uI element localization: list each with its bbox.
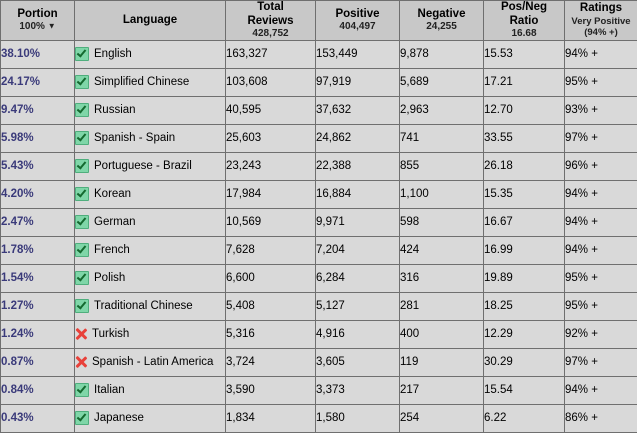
language-label: Japanese bbox=[94, 412, 144, 424]
column-header-ratio-title: Pos/Neg bbox=[484, 1, 564, 15]
cell-language bbox=[75, 180, 226, 208]
cell-pos-neg-ratio: 15.54 bbox=[484, 376, 565, 404]
cell-portion: 5.98% bbox=[1, 124, 75, 152]
checkmark-icon bbox=[75, 215, 89, 229]
cell-pos-neg-ratio: 15.35 bbox=[484, 180, 565, 208]
cell-negative: 424 bbox=[400, 236, 484, 264]
language-label: Turkish bbox=[92, 328, 129, 340]
cell-ratings: 94% + bbox=[565, 180, 637, 208]
cell-negative: 400 bbox=[400, 320, 484, 348]
column-header-positive[interactable] bbox=[316, 1, 400, 41]
column-header-ratio-value: 16.68 bbox=[484, 28, 564, 40]
column-header-total-title: Total bbox=[226, 1, 315, 15]
cell-total-reviews: 7,628 bbox=[226, 236, 316, 264]
cell-total-reviews: 25,603 bbox=[226, 124, 316, 152]
cell-language bbox=[75, 264, 226, 292]
cell-positive: 37,632 bbox=[316, 96, 400, 124]
cell-pos-neg-ratio: 30.29 bbox=[484, 348, 565, 376]
cell-language bbox=[75, 152, 226, 180]
language-label: Russian bbox=[94, 104, 136, 116]
cell-language bbox=[75, 376, 226, 404]
cell-portion: 1.78% bbox=[1, 236, 75, 264]
cell-portion: 0.84% bbox=[1, 376, 75, 404]
cell-positive: 4,916 bbox=[316, 320, 400, 348]
cell-positive: 9,971 bbox=[316, 208, 400, 236]
cell-pos-neg-ratio: 33.55 bbox=[484, 124, 565, 152]
cell-total-reviews: 17,984 bbox=[226, 180, 316, 208]
cell-language bbox=[75, 320, 226, 348]
cell-portion: 9.47% bbox=[1, 96, 75, 124]
column-header-language[interactable] bbox=[75, 1, 226, 41]
language-label: Simplified Chinese bbox=[94, 76, 189, 88]
cell-portion: 5.43% bbox=[1, 152, 75, 180]
language-label: French bbox=[94, 244, 130, 256]
column-header-total-reviews[interactable] bbox=[226, 1, 316, 41]
cell-negative: 9,878 bbox=[400, 40, 484, 68]
cell-negative: 217 bbox=[400, 376, 484, 404]
table-row bbox=[1, 68, 637, 96]
cell-language bbox=[75, 68, 226, 96]
cell-positive: 6,284 bbox=[316, 264, 400, 292]
cell-ratings: 94% + bbox=[565, 208, 637, 236]
cell-ratings: 95% + bbox=[565, 264, 637, 292]
cell-pos-neg-ratio: 15.53 bbox=[484, 40, 565, 68]
cell-ratings: 92% + bbox=[565, 320, 637, 348]
cell-ratings: 97% + bbox=[565, 124, 637, 152]
cell-portion: 1.24% bbox=[1, 320, 75, 348]
checkmark-icon bbox=[75, 75, 89, 89]
cell-positive: 3,373 bbox=[316, 376, 400, 404]
cell-ratings: 94% + bbox=[565, 376, 637, 404]
cell-positive: 24,862 bbox=[316, 124, 400, 152]
column-header-positive-title: Positive bbox=[316, 8, 399, 22]
cell-pos-neg-ratio: 26.18 bbox=[484, 152, 565, 180]
table-row bbox=[1, 292, 637, 320]
checkmark-icon bbox=[75, 411, 89, 425]
cell-negative: 855 bbox=[400, 152, 484, 180]
cell-ratings: 94% + bbox=[565, 236, 637, 264]
language-label: Spanish - Spain bbox=[94, 132, 175, 144]
table-header bbox=[1, 1, 637, 41]
cell-negative: 281 bbox=[400, 292, 484, 320]
cell-total-reviews: 3,724 bbox=[226, 348, 316, 376]
cell-positive: 97,919 bbox=[316, 68, 400, 96]
checkmark-icon bbox=[75, 187, 89, 201]
cell-total-reviews: 5,408 bbox=[226, 292, 316, 320]
table-row bbox=[1, 320, 637, 348]
language-label: Korean bbox=[94, 188, 131, 200]
language-label: Traditional Chinese bbox=[94, 300, 193, 312]
cell-total-reviews: 163,327 bbox=[226, 40, 316, 68]
checkmark-icon bbox=[75, 383, 89, 397]
language-label: Spanish - Latin America bbox=[92, 356, 213, 368]
cell-pos-neg-ratio: 16.99 bbox=[484, 236, 565, 264]
cell-language bbox=[75, 348, 226, 376]
language-label: Polish bbox=[94, 272, 125, 284]
cell-portion: 24.17% bbox=[1, 68, 75, 96]
cell-total-reviews: 6,600 bbox=[226, 264, 316, 292]
cell-positive: 153,449 bbox=[316, 40, 400, 68]
column-header-negative[interactable] bbox=[400, 1, 484, 41]
cell-ratings: 94% + bbox=[565, 40, 637, 68]
cell-ratings: 97% + bbox=[565, 348, 637, 376]
language-label: Portuguese - Brazil bbox=[94, 160, 192, 172]
checkmark-icon bbox=[75, 299, 89, 313]
column-header-total-value: 428,752 bbox=[226, 28, 315, 40]
cell-total-reviews: 103,608 bbox=[226, 68, 316, 96]
table-row bbox=[1, 236, 637, 264]
column-header-ratings-sub2: (94% +) bbox=[565, 27, 637, 38]
cell-language bbox=[75, 96, 226, 124]
cell-total-reviews: 5,316 bbox=[226, 320, 316, 348]
table-row bbox=[1, 404, 637, 432]
cell-pos-neg-ratio: 19.89 bbox=[484, 264, 565, 292]
cell-language bbox=[75, 404, 226, 432]
cell-positive: 5,127 bbox=[316, 292, 400, 320]
cell-positive: 3,605 bbox=[316, 348, 400, 376]
table-header-row bbox=[1, 1, 637, 41]
cell-negative: 598 bbox=[400, 208, 484, 236]
table-row bbox=[1, 264, 637, 292]
column-header-pos-neg-ratio[interactable] bbox=[484, 1, 565, 41]
cell-negative: 119 bbox=[400, 348, 484, 376]
column-header-portion-sub: 100% ▼ bbox=[1, 21, 74, 33]
column-header-ratings[interactable] bbox=[565, 1, 637, 41]
table-row bbox=[1, 40, 637, 68]
table-row bbox=[1, 96, 637, 124]
cell-total-reviews: 1,834 bbox=[226, 404, 316, 432]
column-header-negative-title: Negative bbox=[400, 8, 483, 22]
language-label: Italian bbox=[94, 384, 125, 396]
column-header-negative-value: 24,255 bbox=[400, 21, 483, 33]
cell-ratings: 93% + bbox=[565, 96, 637, 124]
cell-positive: 1,580 bbox=[316, 404, 400, 432]
checkmark-icon bbox=[75, 131, 89, 145]
checkmark-icon bbox=[75, 47, 89, 61]
column-header-portion-title: Portion bbox=[1, 8, 74, 22]
cell-language bbox=[75, 208, 226, 236]
cell-portion: 4.20% bbox=[1, 180, 75, 208]
cell-negative: 2,963 bbox=[400, 96, 484, 124]
table-row bbox=[1, 180, 637, 208]
cell-pos-neg-ratio: 16.67 bbox=[484, 208, 565, 236]
cell-portion: 1.54% bbox=[1, 264, 75, 292]
column-header-ratings-sub: Very Positive bbox=[565, 16, 637, 27]
cell-language bbox=[75, 40, 226, 68]
cell-pos-neg-ratio: 12.29 bbox=[484, 320, 565, 348]
table-row bbox=[1, 376, 637, 404]
cell-negative: 254 bbox=[400, 404, 484, 432]
cell-ratings: 95% + bbox=[565, 292, 637, 320]
cross-icon bbox=[75, 328, 87, 340]
cell-language bbox=[75, 236, 226, 264]
table-row bbox=[1, 348, 637, 376]
checkmark-icon bbox=[75, 103, 89, 117]
cell-negative: 316 bbox=[400, 264, 484, 292]
cell-portion: 38.10% bbox=[1, 40, 75, 68]
column-header-ratings-title: Ratings bbox=[565, 2, 637, 16]
cell-pos-neg-ratio: 6.22 bbox=[484, 404, 565, 432]
column-header-positive-value: 404,497 bbox=[316, 21, 399, 33]
language-label: German bbox=[94, 216, 136, 228]
checkmark-icon bbox=[75, 159, 89, 173]
cell-negative: 1,100 bbox=[400, 180, 484, 208]
checkmark-icon bbox=[75, 271, 89, 285]
table-row bbox=[1, 208, 637, 236]
table-row bbox=[1, 124, 637, 152]
cell-pos-neg-ratio: 17.21 bbox=[484, 68, 565, 96]
column-header-ratio-title2: Ratio bbox=[484, 15, 564, 29]
cell-portion: 1.27% bbox=[1, 292, 75, 320]
cell-total-reviews: 10,569 bbox=[226, 208, 316, 236]
table-row bbox=[1, 152, 637, 180]
column-header-total-title2: Reviews bbox=[226, 15, 315, 29]
cell-portion: 2.47% bbox=[1, 208, 75, 236]
cell-total-reviews: 23,243 bbox=[226, 152, 316, 180]
cell-total-reviews: 40,595 bbox=[226, 96, 316, 124]
cell-ratings: 96% + bbox=[565, 152, 637, 180]
column-header-language-title: Language bbox=[75, 14, 225, 28]
cell-total-reviews: 3,590 bbox=[226, 376, 316, 404]
cross-icon bbox=[75, 356, 87, 368]
cell-negative: 741 bbox=[400, 124, 484, 152]
cell-ratings: 95% + bbox=[565, 68, 637, 96]
cell-pos-neg-ratio: 18.25 bbox=[484, 292, 565, 320]
cell-positive: 22,388 bbox=[316, 152, 400, 180]
checkmark-icon bbox=[75, 243, 89, 257]
cell-language bbox=[75, 124, 226, 152]
column-header-portion[interactable] bbox=[1, 1, 75, 41]
table-body bbox=[1, 40, 637, 432]
cell-negative: 5,689 bbox=[400, 68, 484, 96]
sort-descending-icon[interactable]: ▼ bbox=[48, 22, 56, 31]
cell-ratings: 86% + bbox=[565, 404, 637, 432]
cell-pos-neg-ratio: 12.70 bbox=[484, 96, 565, 124]
language-label: English bbox=[94, 48, 132, 60]
cell-portion: 0.43% bbox=[1, 404, 75, 432]
cell-positive: 16,884 bbox=[316, 180, 400, 208]
cell-portion: 0.87% bbox=[1, 348, 75, 376]
cell-positive: 7,204 bbox=[316, 236, 400, 264]
cell-language bbox=[75, 292, 226, 320]
